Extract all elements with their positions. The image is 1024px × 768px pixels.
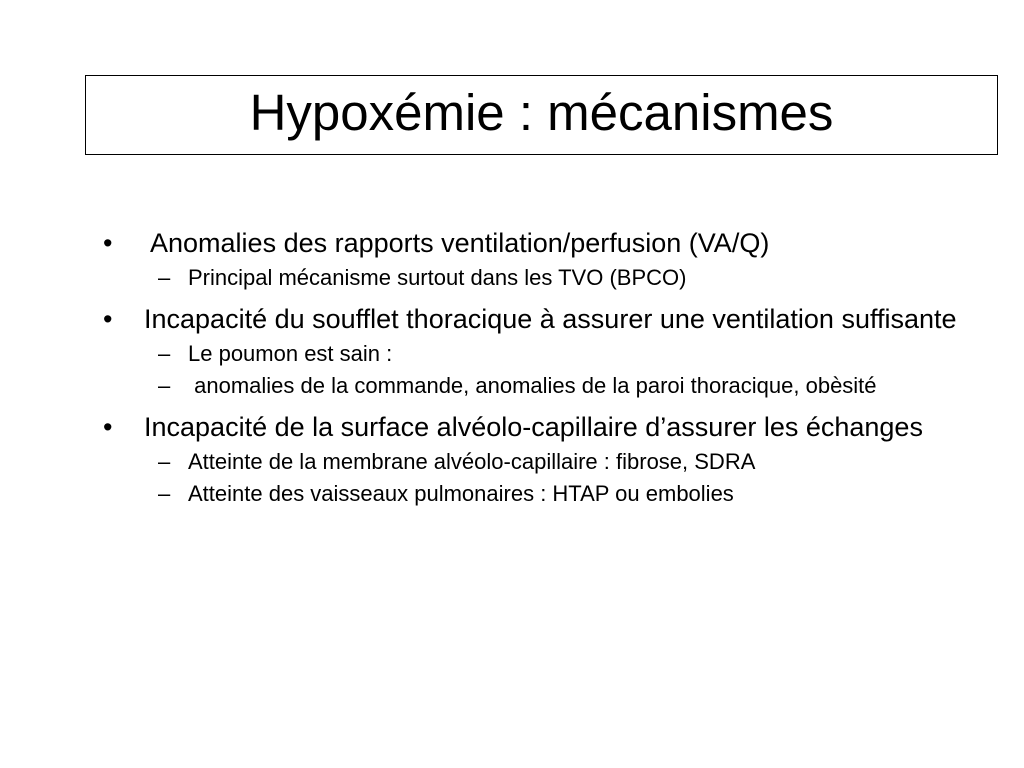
bullet-text: Incapacité de la surface alvéolo-capillaire d’assurer les échanges — [144, 412, 923, 442]
sub-item-text: Le poumon est sain : — [188, 341, 393, 366]
bullet-icon: • — [103, 228, 113, 258]
bullet-icon: • — [103, 412, 113, 442]
sub-item-text: Principal mécanisme surtout dans les TVO (BPCO) — [188, 265, 687, 290]
slide-title: Hypoxémie : mécanismes — [249, 83, 834, 141]
bullet-icon: • — [103, 304, 113, 334]
bullet-text: Anomalies des rapports ventilation/perfusion (VA/Q) — [144, 228, 770, 258]
sub-item — [103, 448, 1003, 476]
title-box — [85, 75, 998, 155]
bullet-text: Incapacité du soufflet thoracique à assurer une ventilation suffisante — [144, 304, 957, 334]
dash-icon: – — [158, 265, 171, 290]
sub-item-text: Atteinte de la membrane alvéolo-capillaire : fibrose, SDRA — [188, 449, 756, 474]
dash-icon: – — [158, 449, 171, 474]
sub-item — [103, 340, 1003, 368]
bullet-item-2 — [103, 302, 1003, 336]
bullet-item-3 — [103, 410, 1003, 444]
bullet-list — [103, 226, 1003, 508]
sub-item — [103, 264, 1003, 292]
sub-item — [103, 480, 1003, 508]
sub-item-text: Atteinte des vaisseaux pulmonaires : HTAP ou embolies — [188, 481, 734, 506]
dash-icon: – — [158, 373, 171, 398]
sub-item-text: anomalies de la commande, anomalies de la paroi thoracique, obèsité — [188, 373, 877, 398]
bullet-item-1 — [103, 226, 1003, 260]
dash-icon: – — [158, 481, 171, 506]
dash-icon: – — [158, 341, 171, 366]
sub-item — [103, 372, 1003, 400]
